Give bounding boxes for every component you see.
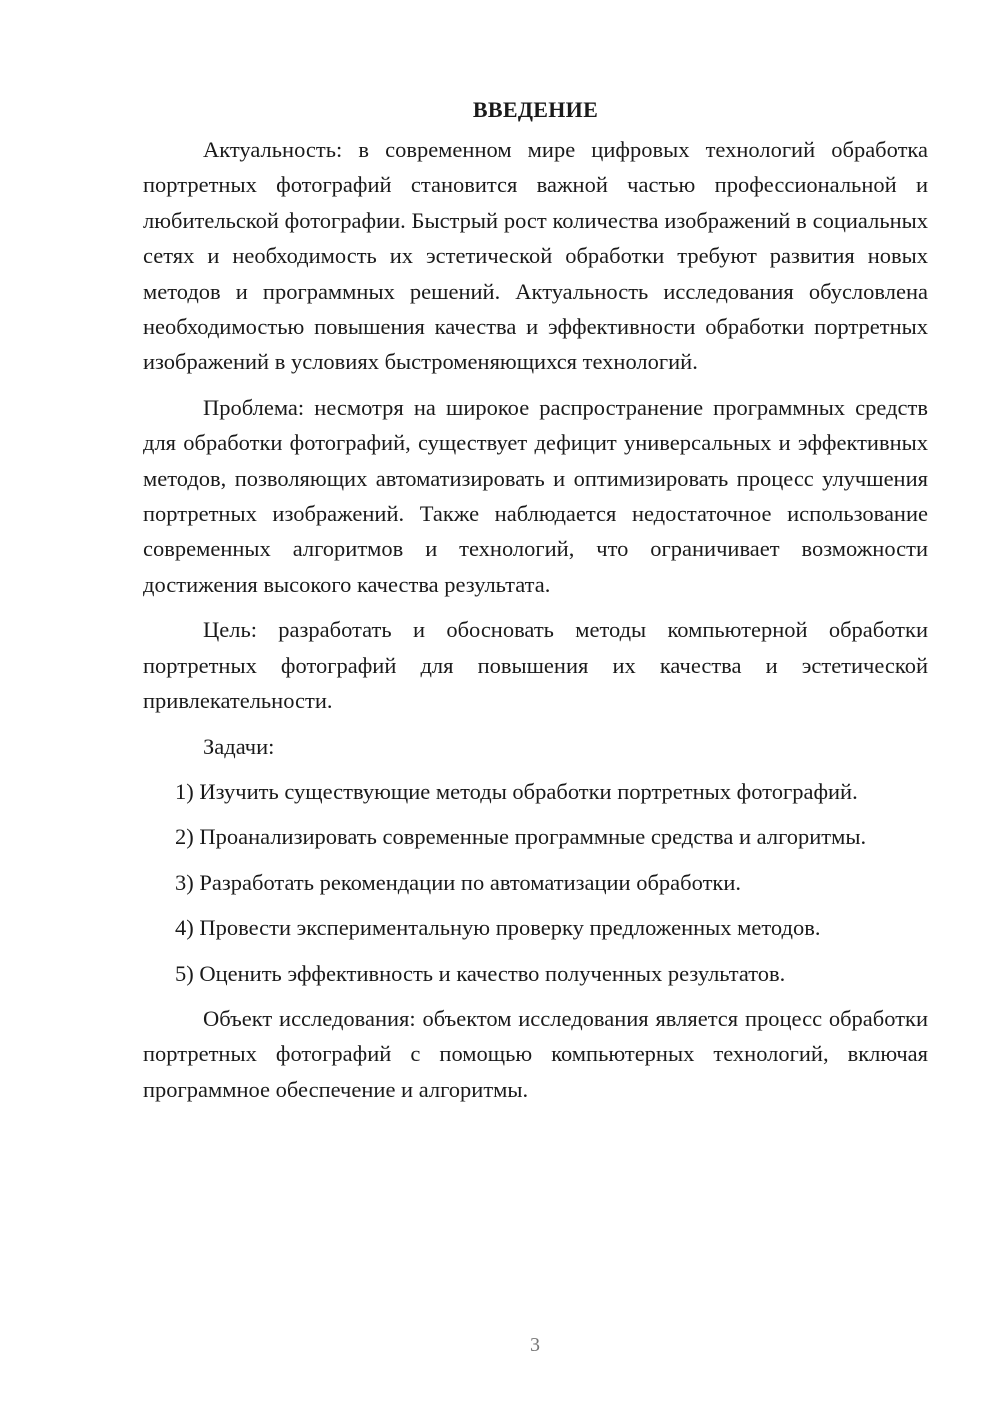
task-item-3: 3) Разработать рекомендации по автоматизации обработки. [175, 869, 741, 895]
paragraph-goal: Цель: разработать и обосновать методы компьютерной обработки портретных фотографий для повышения их качества и эстетической привлекательности. [143, 617, 928, 714]
task-item-1: 1) Изучить существующие методы обработки портретных фотографий. [175, 778, 858, 804]
paragraph-problem: Проблема: несмотря на широкое распространение программных средств для обработки фотографий, существует дефицит универсальных и эффективных методов, позволяющих автоматизировать и оптимизировать процесс улучшения портретных изображений. Также наблюдается недостаточное использование современных алгоритмов и технологий, что ограничивает возможности достижения высокого качества результата. [143, 394, 928, 597]
tasks-heading: Задачи: [203, 733, 275, 759]
task-item-4: 4) Провести экспериментальную проверку предложенных методов. [175, 915, 821, 941]
task-item-5: 5) Оценить эффективность и качество полученных результатов. [175, 960, 786, 986]
document-page [143, 92, 928, 1117]
section-title: ВВЕДЕНИЕ [472, 97, 599, 122]
paragraph-object: Объект исследования: объектом исследования является процесс обработки портретных фотографий с помощью компьютерных технологий, включая программное обеспечение и алгоритмы. [143, 1005, 928, 1102]
task-item-2: 2) Проанализировать современные программные средства и алгоритмы. [175, 824, 867, 850]
tasks-list [143, 774, 928, 991]
page-number: 3 [530, 1334, 540, 1356]
paragraph-relevance: Актуальность: в современном мире цифровых технологий обработка портретных фотографий становится важной частью профессиональной и любительской фотографии. Быстрый рост количества изображений в социальных сетях и необходимость их эстетической обработки требуют развития новых методов и программных решений. Актуальность исследования обусловлена необходимостью повышения качества и эффективности обработки портретных изображений в условиях быстроменяющихся технологий. [143, 137, 928, 375]
